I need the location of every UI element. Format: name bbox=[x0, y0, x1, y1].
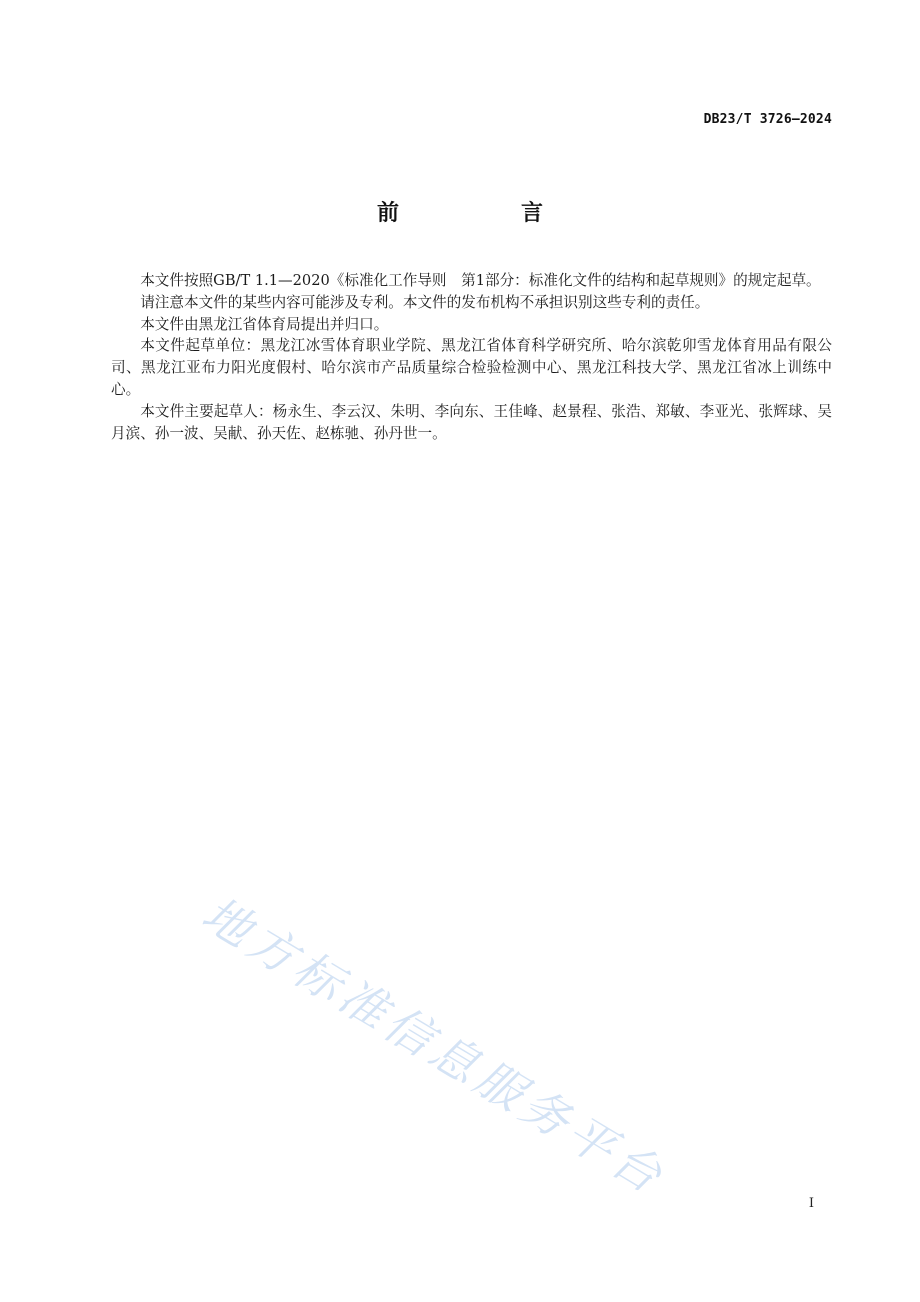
paragraph-drafters: 本文件主要起草人：杨永生、李云汉、朱明、李向东、王佳峰、赵景程、张浩、郑敏、李亚光、张辉球、吴月滨、孙一波、吴献、孙天佐、赵栋驰、孙丹世一。 bbox=[111, 402, 832, 442]
foreword-body bbox=[111, 270, 832, 444]
standard-code: DB23/T 3726—2024 bbox=[703, 112, 832, 127]
watermark-text: 地方标准信息服务平台 bbox=[192, 886, 676, 1207]
paragraph-patent-notice: 请注意本文件的某些内容可能涉及专利。本文件的发布机构不承担识别这些专利的责任。 bbox=[140, 293, 710, 311]
page-number: I bbox=[808, 1196, 814, 1211]
page-title: 前 言 bbox=[376, 201, 593, 226]
paragraph-drafting-units: 本文件起草单位：黑龙江冰雪体育职业学院、黑龙江省体育科学研究所、哈尔滨乾卯雪龙体育用品有限公司、黑龙江亚布力阳光度假村、哈尔滨市产品质量综合检验检测中心、黑龙江科技大学、黑龙江省冰上训练中心。 bbox=[111, 337, 832, 398]
paragraph-proposer: 本文件由黑龙江省体育局提出并归口。 bbox=[140, 315, 389, 333]
paragraph-drafting-rules: 本文件按照GB/T 1.1—2020《标准化工作导则 第1部分：标准化文件的结构和起草规则》的规定起草。 bbox=[140, 272, 821, 289]
